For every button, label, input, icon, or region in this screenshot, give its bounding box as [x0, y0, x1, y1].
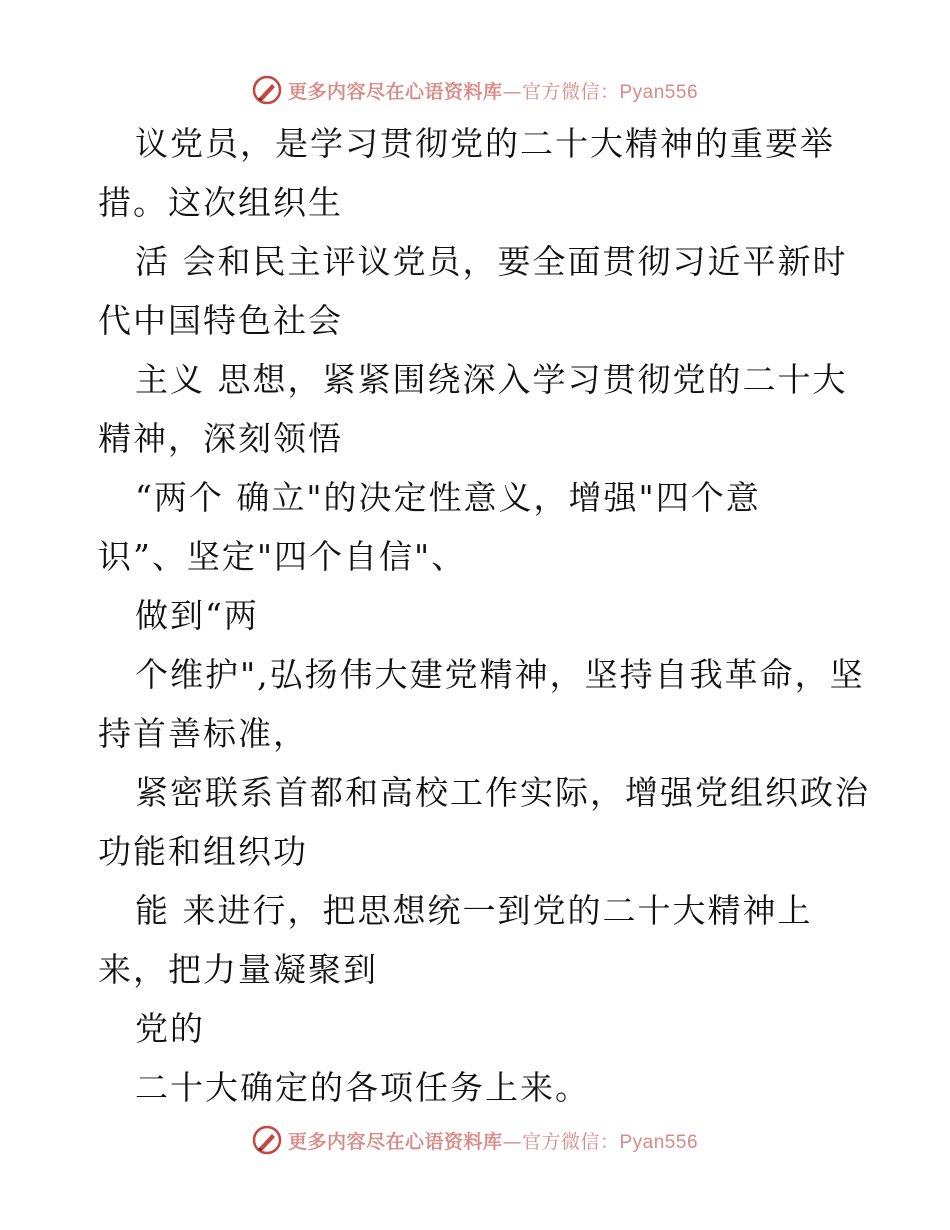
text-line: 识”、坚定"四个自信"、: [98, 537, 467, 576]
watermark-main: 更多内容尽在心语资料库: [287, 1130, 503, 1153]
text-line: 精神，深刻领悟: [98, 419, 343, 458]
watermark-account: Pyan556: [619, 81, 699, 103]
text-line: 功能和组织功: [98, 832, 308, 871]
watermark-label: 官方微信：: [521, 1130, 620, 1153]
watermark-label: 官方微信：: [521, 80, 620, 103]
text-line: 做到“两: [135, 596, 259, 635]
watermark-dash: —: [502, 80, 522, 103]
watermark-account: Pyan556: [619, 1131, 699, 1153]
text-line: “两个 确立"的决定性意义，增强"四个意: [135, 478, 761, 517]
text-line: 议党员，是学习贯彻党的二十大精神的重要举: [135, 124, 835, 163]
text-line: 代中国特色社会: [98, 301, 343, 340]
watermark-text: [288, 1127, 698, 1154]
text-line: 主义 思想，紧紧围绕深入学习贯彻党的二十大: [135, 360, 848, 399]
text-line: 紧密联系首都和高校工作实际，增强党组织政治: [135, 773, 870, 812]
text-line: 来，把力量凝聚到: [98, 950, 378, 989]
watermark-main: 更多内容尽在心语资料库: [287, 80, 503, 103]
text-line: 能 来进行，把思想统一到党的二十大精神上: [135, 891, 813, 930]
text-line: 二十大确定的各项任务上来。: [135, 1068, 590, 1107]
footer-watermark: [0, 1120, 950, 1160]
pen-logo-icon: [252, 75, 282, 105]
header-watermark: [0, 70, 950, 110]
text-line: 持首善标准，: [98, 714, 308, 753]
text-line: 党的: [135, 1009, 205, 1048]
text-line: 措。这次组织生: [98, 183, 343, 222]
text-line: 活 会和民主评议党员，要全面贯彻习近平新时: [135, 242, 848, 281]
text-line: 个维护",弘扬伟大建党精神，坚持自我革命，坚: [135, 655, 865, 694]
watermark-dash: —: [502, 1130, 522, 1153]
pen-logo-icon: [252, 1125, 282, 1155]
watermark-text: [288, 77, 698, 104]
